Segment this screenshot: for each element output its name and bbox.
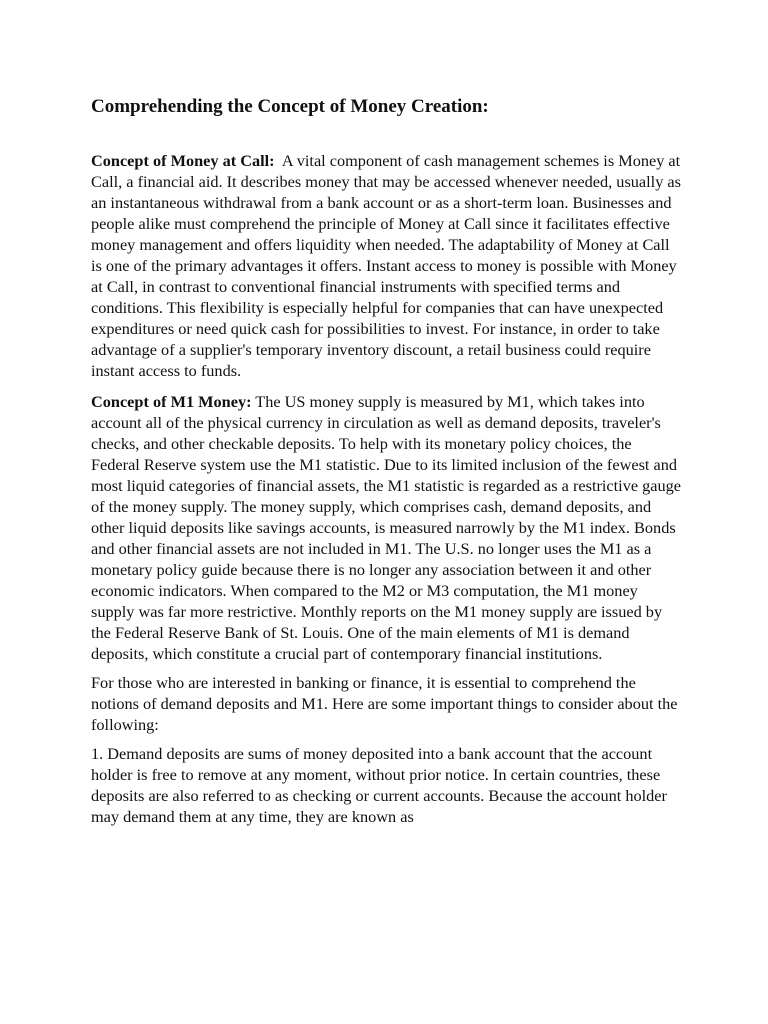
- section-heading-money-at-call: Concept of Money at Call:: [91, 151, 275, 170]
- section-text-m1-money: The US money supply is measured by M1, which takes into account all of the physical currency in circulation as well as demand deposits, traveler's checks, and other checkable deposits. To help with its monetary policy choices, the Federal Reserve system use the M1 statistic. Due to its limited inclusion of the fewest and most liquid categories of financial assets, the M1 statistic is regarded as a restrictive gauge of the money supply. The money supply, which comprises cash, demand deposits, and other liquid deposits like savings accounts, is measured narrowly by the M1 index. Bonds and other financial assets are not included in M1. The U.S. no longer uses the M1 as a monetary policy guide because there is no longer any association between it and other economic indicators. When compared to the M2 or M3 computation, the M1 money supply was far more restrictive. Monthly reports on the M1 money supply are issued by the Federal Reserve Bank of St. Louis. One of the main elements of M1 is demand deposits, which constitute a crucial part of contemporary financial institutions.: [91, 392, 686, 663]
- section-text-money-at-call: A vital component of cash management schemes is Money at Call, a financial aid. It describes money that may be accessed whenever needed, usually as an instantaneous withdrawal from a bank account or as a short-term loan. Businesses and people alike must comprehend the principle of Money at Call since it facilitates effective money management and offers liquidity when needed. The adaptability of Money at Call is one of the primary advantages it offers. Instant access to money is possible with Money at Call, in contrast to conventional financial instruments with specified terms and conditions. This flexibility is especially helpful for companies that can have unexpected expenditures or need quick cash for possibilities to invest. For instance, in order to take advantage of a supplier's temporary inventory discount, a retail business could require instant access to funds.: [91, 151, 686, 380]
- paragraph-m1-money: [91, 391, 686, 664]
- paragraph-interest-banking: For those who are interested in banking or finance, it is essential to comprehend the notions of demand deposits and M1. Here are some important things to consider about the following:: [91, 673, 678, 734]
- paragraph-demand-deposits: 1. Demand deposits are sums of money deposited into a bank account that the account holder is free to remove at any moment, without prior notice. In certain countries, these deposits are also referred to as checking or current accounts. Because the account holder may demand them at any time, they are known as: [91, 744, 667, 826]
- document-content: [91, 94, 686, 827]
- document-title: Comprehending the Concept of Money Creation:: [91, 96, 489, 117]
- paragraph-money-at-call: [91, 150, 686, 381]
- section-heading-m1-money: Concept of M1 Money:: [91, 392, 252, 411]
